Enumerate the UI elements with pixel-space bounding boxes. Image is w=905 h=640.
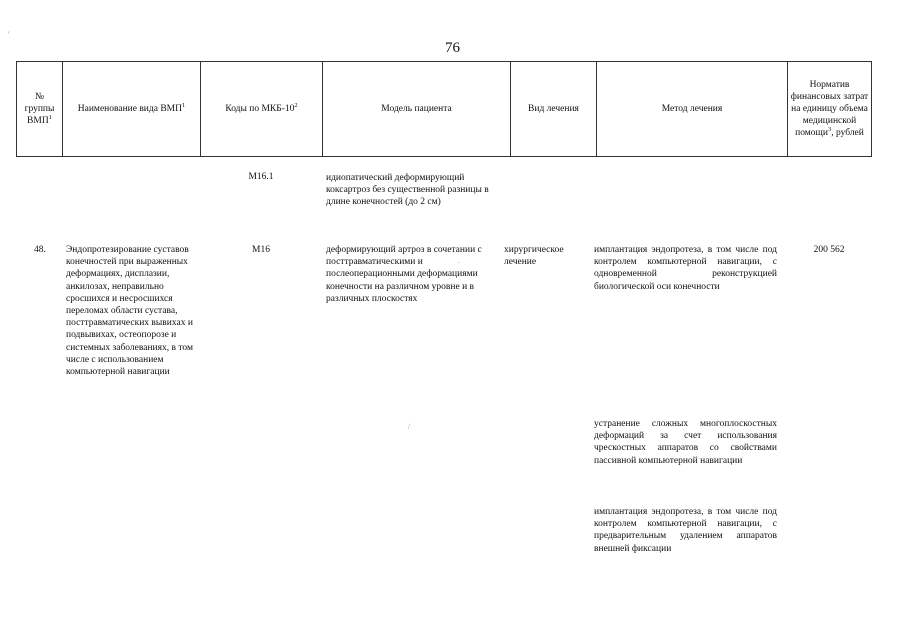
row-2-vmp-name: Эндопротезирование суставов конечностей при выраженных деформациях, дисплазии, анкилозах, неправильно сросшихся и несросшихся переломах области сустава, посттравматических вывихах и подвывихах, остеопорозе и системных заболеваниях, в том числе с использованием компьютерной навигации (66, 245, 193, 378)
row-2-patient-model: деформирующий артроз в сочетании с посттравматическими и послеоперационными деформациями конечности на различном уровне и в различных плоскостях (326, 245, 482, 304)
scan-speck: ' (8, 30, 10, 39)
row-2-norm-value: 200 562 (813, 245, 845, 255)
header-norm: Норматив финансовых затрат на единицу объема медицинской помощи$^3$, рублей (788, 62, 872, 157)
row-2-method-1: имплантация эндопротеза, в том числе под контролем компьютерной навигации, с одновременной реконструкцией биологической оси конечности (594, 245, 777, 292)
header-vmp-name: Наименование вида ВМП$^1$ (63, 62, 201, 157)
page-number: 76 (445, 40, 460, 56)
row-1-code: M16.1 (248, 172, 274, 182)
row-2-method-2: устранение сложных многоплоскостных деформаций за счет использования чрескостных аппаратов со свойствами пассивной компьютерной навигации (594, 419, 777, 466)
header-patient-model: Модель пациента (323, 62, 511, 157)
row-2-treatment-type: хирургическое лечение (504, 245, 564, 268)
row-2-method-3: имплантация эндопротеза, в том числе под контролем компьютерной навигации, с предварительным удалением аппаратов внешней фиксации (594, 507, 777, 554)
scan-speck: / (408, 422, 411, 431)
header-treatment-type: Вид лечения (511, 62, 597, 157)
row-2-group-number: 48. (34, 245, 46, 255)
header-mkb-codes: Коды по МКБ-$10^2$ (201, 62, 323, 157)
row-1-patient-model: идиопатический деформирующий коксартроз без существенной разницы в длине конечностей (до 2 см) (326, 173, 489, 208)
header-group-number: № группы ВМП$^1$ (17, 62, 63, 157)
header-treatment-method: Метод лечения (597, 62, 788, 157)
table-header (16, 61, 872, 157)
row-2-code: M16 (252, 245, 270, 255)
scan-speck: . (458, 256, 460, 265)
